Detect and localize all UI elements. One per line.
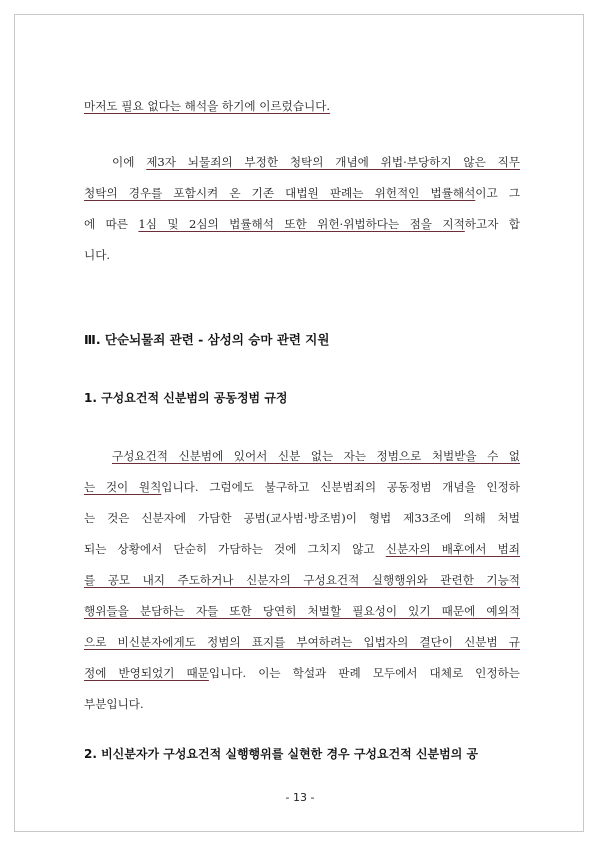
paragraph-3-line-8 (84, 663, 520, 683)
paragraph-2-line-3 (84, 214, 520, 234)
paragraph-3-line-3 (84, 508, 520, 528)
underlined-text: 1심 및 2심의 법률해석 또한 위헌·위법하다는 점을 지적 (138, 217, 465, 231)
underlined-text: 구성요건적 신분범에 있어서 신분 없는 자는 정범으로 처벌받을 수 없 (112, 449, 520, 463)
underlined-text: 를 공모 내지 주도하거나 신분자의 구성요건적 실행행위와 관련한 기능적 (84, 573, 520, 587)
underlined-text: 청탁의 경우를 포함시켜 온 기존 대법원 판례는 위헌적인 법률해석 (84, 186, 476, 200)
text-run: 입니다. 그럼에도 불구하고 신분범죄의 공동정범 개념을 인정하 (161, 480, 520, 494)
underlined-text: 는 것이 원칙 (84, 480, 162, 494)
text-run: 이고 그 (475, 186, 520, 200)
underlined-text: 신분자의 배후에서 범죄 (385, 542, 520, 556)
text-run: 에 따른 (84, 217, 139, 231)
text-run: 부분입니다. (84, 697, 144, 711)
underlined-text: 제3자 뇌물죄의 부정한 청탁의 개념에 위법·부당하지 않은 직무 (146, 155, 520, 169)
paragraph-3-line-6 (84, 601, 520, 621)
text-run: 니다. (84, 248, 111, 262)
text-run: 하고자 합 (464, 217, 520, 231)
paragraph-3-line-5 (84, 570, 520, 590)
underlined-text: 으로 비신분자에게도 정범의 표지를 부여하려는 입법자의 결단이 신분범 규 (84, 635, 520, 649)
paragraph-3-line-4 (84, 539, 520, 559)
text-run: 입니다. 이는 학설과 판례 모두에서 대체로 인정하는 (208, 666, 520, 680)
paragraph-2-line-1 (112, 152, 520, 172)
paragraph-3-line-7 (84, 632, 520, 652)
paragraph-1-line-1 (84, 96, 520, 116)
page-number: - 13 - (285, 791, 315, 804)
text-run: 는 것은 신분자에 가담한 공범(교사범·방조범)이 형법 제33조에 의해 처벌 (84, 511, 520, 525)
subheading-1: 1. 구성요건적 신분범의 공동정범 규정 (84, 391, 288, 405)
paragraph-3-line-9 (84, 694, 520, 714)
underlined-text: 정에 반영되었기 때문 (84, 666, 209, 680)
text-run: 되는 상황에서 단순히 가담하는 것에 그치지 않고 (84, 542, 386, 556)
subheading-2: 2. 비신분자가 구성요건적 실행행위를 실현한 경우 구성요건적 신분범의 공 (84, 747, 479, 761)
section-heading: Ⅲ. 단순뇌물죄 관련 - 삼성의 승마 관련 지원 (84, 332, 330, 347)
paragraph-2-line-2 (84, 183, 520, 203)
text-run: 이에 (112, 155, 147, 169)
underlined-text: 행위들을 분담하는 자들 또한 당연히 처벌할 필요성이 있기 때문에 예외적 (84, 604, 520, 618)
paragraph-3-line-1 (112, 446, 520, 466)
paragraph-2-line-4 (84, 245, 520, 265)
underlined-text: 마저도 필요 없다는 해석을 하기에 이르렀습니다. (84, 99, 331, 113)
paragraph-3-line-2 (84, 477, 520, 497)
